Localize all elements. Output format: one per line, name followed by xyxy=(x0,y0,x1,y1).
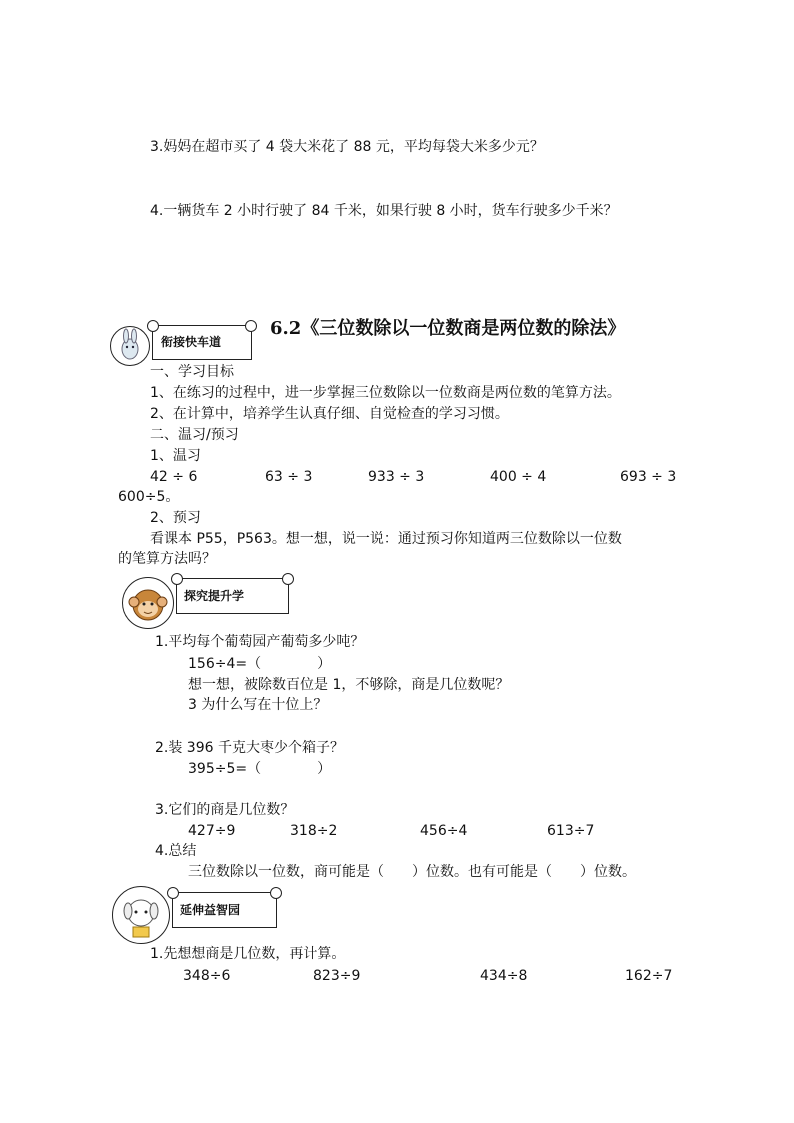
explore-q2-expression: 395÷5=（ ） xyxy=(188,761,332,777)
explore-q1-think: 想一想，被除数百位是 1，不够除，商是几位数呢？ xyxy=(188,677,510,693)
explore-summary: 三位数除以一位数，商可能是（ ）位数。也有可能是（ ）位数。 xyxy=(188,864,636,880)
extend-q1-item-1: 348÷6 xyxy=(183,968,231,984)
explore-question-1: 1.平均每个葡萄园产葡萄多少吨？ xyxy=(155,634,365,650)
explore-question-2: 2.装 396 千克大枣少个箱子？ xyxy=(155,740,344,756)
review-item-5: 693 ÷ 3 xyxy=(620,469,677,485)
extend-q1-item-4: 162÷7 xyxy=(625,968,673,984)
explore-question-4: 4.总结 xyxy=(155,843,197,859)
question-3: 3.妈妈在超市买了 4 袋大米花了 88 元，平均每袋大米多少元？ xyxy=(150,139,544,155)
preview-text-line-2: 的笔算方法吗？ xyxy=(118,551,216,567)
explore-q1-why: 3 为什么写在十位上？ xyxy=(188,697,328,713)
banner-bridge-label: 衔接快车道 xyxy=(161,335,222,349)
puppy-mascot-icon xyxy=(112,886,170,944)
explore-question-3: 3.它们的商是几位数？ xyxy=(155,802,295,818)
extend-q1-item-2: 823÷9 xyxy=(313,968,361,984)
goal-2: 2、在计算中，培养学生认真仔细、自觉检查的学习习惯。 xyxy=(150,406,509,422)
banner-extend-label: 延伸益智园 xyxy=(180,903,241,917)
section-goals-heading: 一、学习目标 xyxy=(150,364,234,380)
monkey-mascot-icon xyxy=(122,577,174,629)
explore-q3-item-4: 613÷7 xyxy=(547,823,595,839)
explore-q3-item-2: 318÷2 xyxy=(290,823,338,839)
section-review-heading: 二、温习/预习 xyxy=(150,427,239,443)
review-item-3: 933 ÷ 3 xyxy=(368,469,425,485)
lesson-title: 6.2《三位数除以一位数商是两位数的除法》 xyxy=(270,318,626,339)
rabbit-mascot-icon xyxy=(110,326,150,366)
review-item-4: 400 ÷ 4 xyxy=(490,469,547,485)
goal-1: 1、在练习的过程中，进一步掌握三位数除以一位数商是两位数的笔算方法。 xyxy=(150,385,621,401)
question-4: 4.一辆货车 2 小时行驶了 84 千米，如果行驶 8 小时，货车行驶多少千米？ xyxy=(150,203,618,219)
banner-explore-label: 探究提升学 xyxy=(184,589,245,603)
explore-q3-item-1: 427÷9 xyxy=(188,823,236,839)
review-item-1: 42 ÷ 6 xyxy=(150,469,198,485)
preview-text-line-1: 看课本 P55，P563。想一想，说一说：通过预习你知道两三位数除以一位数 xyxy=(150,531,622,547)
explore-q1-expression: 156÷4=（ ） xyxy=(188,656,332,672)
review-heading: 1、温习 xyxy=(150,448,201,464)
extend-question-1: 1.先想想商是几位数，再计算。 xyxy=(150,946,346,962)
explore-q3-item-3: 456÷4 xyxy=(420,823,468,839)
extend-q1-item-3: 434÷8 xyxy=(480,968,528,984)
review-item-6: 600÷5。 xyxy=(118,489,180,505)
review-item-2: 63 ÷ 3 xyxy=(265,469,313,485)
preview-heading: 2、预习 xyxy=(150,510,201,526)
